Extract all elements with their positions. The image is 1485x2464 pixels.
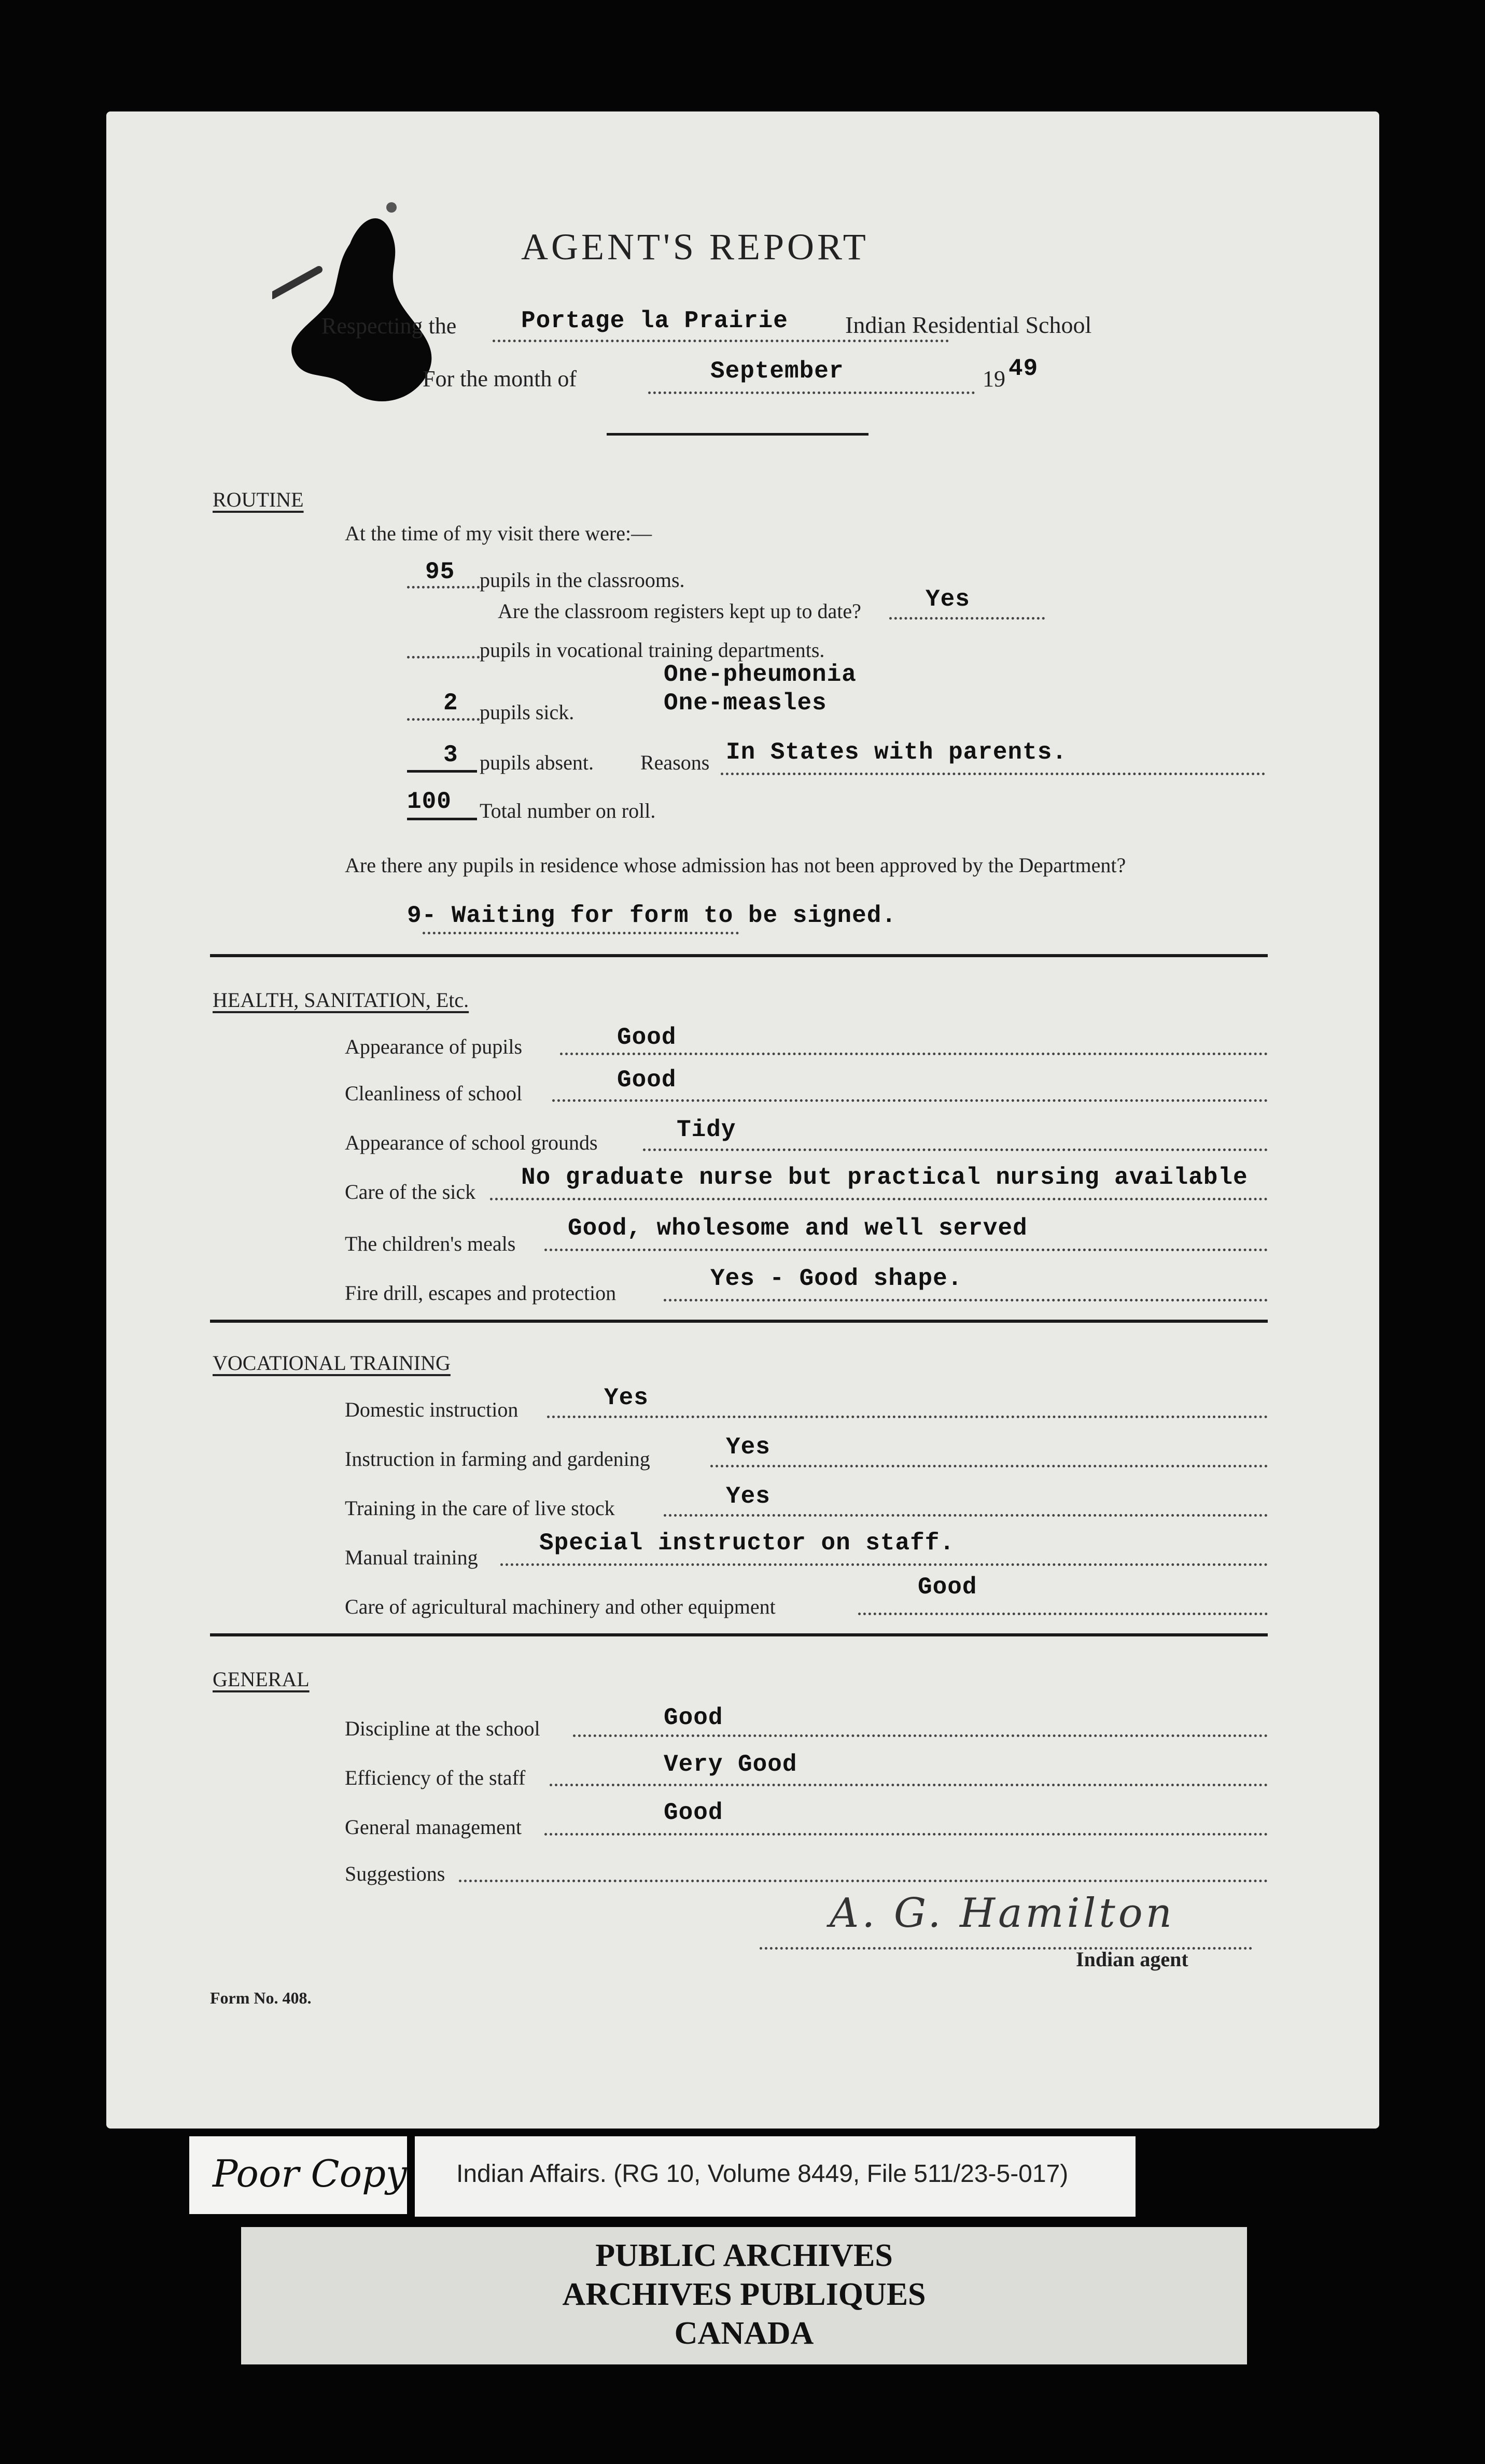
vocational-label-livestock: Training in the care of live stock xyxy=(345,1496,615,1520)
general-label-discipline: Discipline at the school xyxy=(345,1717,540,1740)
total-on-roll-value: 100 xyxy=(407,788,452,815)
year-value: 49 xyxy=(1008,355,1039,382)
month-value: September xyxy=(710,358,844,385)
vocational-label-domestic: Domestic instruction xyxy=(345,1398,519,1421)
vocational-value-machinery: Good xyxy=(918,1574,977,1601)
report-title: AGENT'S REPORT xyxy=(521,226,869,268)
archive-stamp-card xyxy=(241,2227,1247,2364)
health-value-meals: Good, wholesome and well served xyxy=(568,1215,1028,1242)
general-value-discipline: Good xyxy=(664,1704,723,1731)
school-type-label: Indian Residential School xyxy=(845,312,1092,338)
general-label-suggestions: Suggestions xyxy=(345,1862,445,1885)
health-value-fire-drill: Yes - Good shape. xyxy=(710,1265,963,1292)
archive-reference-card xyxy=(415,2136,1136,2217)
vocational-label-farming: Instruction in farming and gardening xyxy=(345,1447,650,1471)
form-number: Form No. 408. xyxy=(210,1989,312,2007)
general-value-management: Good xyxy=(664,1799,723,1826)
visit-intro: At the time of my visit there were:— xyxy=(345,522,652,545)
absent-pupils-label: pupils absent. xyxy=(480,751,594,774)
archive-line-3: CANADA xyxy=(674,2316,814,2351)
health-label-appearance: Appearance of pupils xyxy=(345,1035,523,1058)
general-label-efficiency: Efficiency of the staff xyxy=(345,1766,526,1789)
sick-pupils-label: pupils sick. xyxy=(480,701,575,724)
general-value-efficiency: Very Good xyxy=(664,1751,797,1778)
health-label-grounds: Appearance of school grounds xyxy=(345,1131,598,1154)
health-label-fire-drill: Fire drill, escapes and protection xyxy=(345,1281,617,1305)
archive-line-1: PUBLIC ARCHIVES xyxy=(595,2238,893,2273)
poor-copy-note: Poor Copy xyxy=(213,2152,407,2195)
health-heading: HEALTH, SANITATION, Etc. xyxy=(213,988,469,1012)
year-prefix: 19 xyxy=(983,366,1005,391)
vocational-value-manual: Special instructor on staff. xyxy=(539,1530,955,1557)
registers-question: Are the classroom registers kept up to date? xyxy=(498,599,861,623)
respecting-label: Respecting the xyxy=(321,313,457,339)
classroom-pupils-label: pupils in the classrooms. xyxy=(480,568,685,592)
archive-line-2: ARCHIVES PUBLIQUES xyxy=(562,2277,926,2312)
admission-question: Are there any pupils in residence whose admission has not been approved by the Department? xyxy=(345,853,1126,877)
signature-role-label: Indian agent xyxy=(1076,1948,1188,1971)
report-page xyxy=(106,111,1379,2129)
vocational-value-livestock: Yes xyxy=(726,1483,770,1510)
general-heading: GENERAL xyxy=(213,1668,310,1691)
routine-heading: ROUTINE xyxy=(213,488,304,511)
health-value-appearance: Good xyxy=(617,1024,677,1051)
sick-note-measles: One-measles xyxy=(664,690,827,717)
vocational-heading: VOCATIONAL TRAINING xyxy=(213,1351,451,1375)
vocational-pupils-label: pupils in vocational training departments. xyxy=(480,638,825,662)
vocational-label-machinery: Care of agricultural machinery and other equipment xyxy=(345,1595,776,1618)
month-label: For the month of xyxy=(423,366,577,391)
vocational-value-domestic: Yes xyxy=(604,1384,649,1411)
classroom-pupils-value: 95 xyxy=(425,558,455,585)
school-name-value: Portage la Prairie xyxy=(521,307,788,334)
agent-signature: A. G. Hamilton xyxy=(830,1890,1175,1937)
general-label-management: General management xyxy=(345,1815,522,1839)
sick-note-pneumonia: One-pheumonia xyxy=(664,661,857,688)
absent-pupils-value: 3 xyxy=(443,741,458,768)
absence-reasons-value: In States with parents. xyxy=(726,739,1067,766)
registers-answer: Yes xyxy=(926,586,970,613)
archive-reference: Indian Affairs. (RG 10, Volume 8449, File 511/23-5-017) xyxy=(456,2160,1069,2188)
sick-pupils-value: 2 xyxy=(443,690,458,717)
reasons-label: Reasons xyxy=(640,751,710,774)
total-on-roll-label: Total number on roll. xyxy=(480,799,656,822)
health-label-sick-care: Care of the sick xyxy=(345,1180,476,1203)
vocational-value-farming: Yes xyxy=(726,1434,770,1461)
admission-answer: 9- Waiting for form to be signed. xyxy=(407,902,896,929)
health-label-cleanliness: Cleanliness of school xyxy=(345,1082,523,1105)
health-value-sick-care: No graduate nurse but practical nursing available xyxy=(521,1164,1248,1191)
health-value-cleanliness: Good xyxy=(617,1067,677,1094)
vocational-label-manual: Manual training xyxy=(345,1546,478,1569)
health-label-meals: The children's meals xyxy=(345,1232,516,1255)
health-value-grounds: Tidy xyxy=(677,1116,736,1143)
poor-copy-card xyxy=(189,2136,407,2214)
